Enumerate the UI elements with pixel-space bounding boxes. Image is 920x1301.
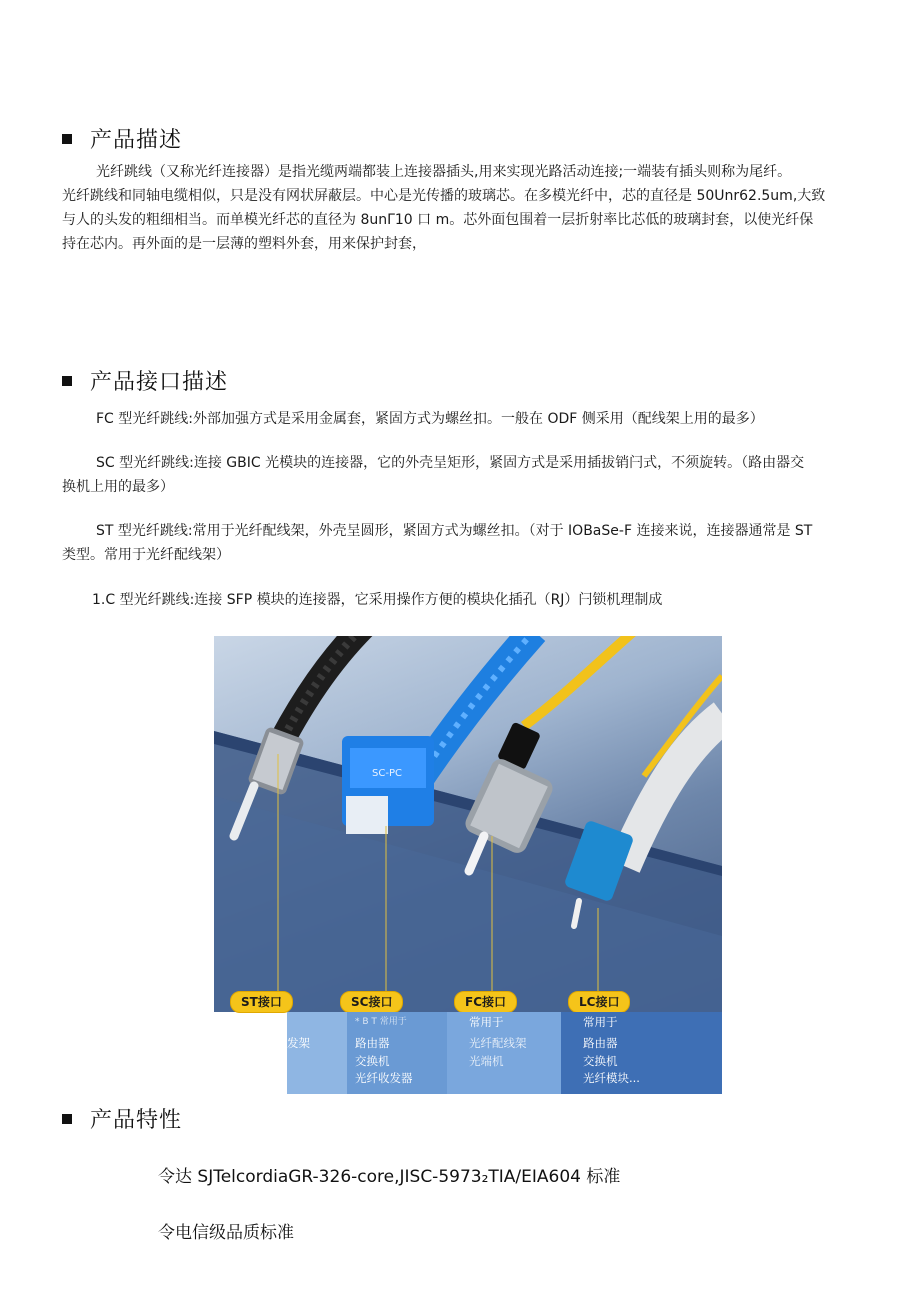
info-col-sc <box>347 1012 447 1094</box>
info-text: 光纤收发器 <box>355 1071 413 1085</box>
lc-tag: LC接口 <box>568 991 630 1013</box>
description-line: 与人的头发的粗细相当。而单模光纤芯的直径为 8unΓ10 口 m。芯外面包围着一层折射率比芯低的玻璃封套，以使光纤保 <box>62 212 814 228</box>
lc-text: 1.C 型光纤跳线:连接 SFP 模块的连接器，它采用操作方便的模块化插孔（RJ）闩锁机理制成 <box>92 592 663 608</box>
st-text: 类型。常用于光纤配线架） <box>62 547 230 563</box>
connector-product-photo <box>214 636 722 1012</box>
description-line: 光纤跳线（又称光纤连接器）是指光缆两端都装上连接器插头,用来实现光路活动连接;一端装有插头则称为尾纤。 <box>96 164 792 180</box>
st-description <box>62 519 880 567</box>
square-bullet-icon <box>62 1114 72 1124</box>
section-heading-features <box>62 1103 182 1134</box>
info-col-st <box>287 1012 347 1094</box>
st-tag: ST接口 <box>230 991 293 1013</box>
info-col-lc <box>561 1012 722 1094</box>
sc-text: SC 型光纤跳线:连接 GBIC 光模块的连接器，它的外壳呈矩形，紧固方式是采用插拔销闩式，不须旋转。（路由器交 <box>96 455 805 471</box>
sc-description <box>62 451 880 499</box>
connector-illustration <box>214 636 722 1012</box>
fc-description <box>62 407 880 431</box>
fc-tag: FC接口 <box>454 991 517 1013</box>
info-text: 路由器 <box>355 1036 390 1050</box>
info-col-fc <box>447 1012 561 1094</box>
section-heading-description <box>62 123 182 154</box>
info-text: 发架 <box>287 1036 310 1050</box>
lc-description <box>62 588 880 612</box>
info-text: 路由器 <box>583 1036 618 1050</box>
info-text: 常用于 <box>469 1015 504 1029</box>
square-bullet-icon <box>62 376 72 386</box>
sc-connector-text: SC-PC <box>372 768 402 779</box>
info-text: 常用于 <box>583 1015 618 1029</box>
feature-item: 令电信级品质标准 <box>158 1223 294 1243</box>
section-heading-interfaces <box>62 365 228 396</box>
sc-text: 换机上用的最多） <box>62 479 174 495</box>
st-text: ST 型光纤跳线:常用于光纤配线架，外壳呈圆形，紧固方式为螺丝扣。（对于 IOBaSe-F 连接来说，连接器通常是 ST <box>96 523 813 539</box>
description-line: 光纤跳线和同轴电缆相似，只是没有网状屏蔽层。中心是光传播的玻璃芯。在多模光纤中，芯的直径是 50Unr62.5um,大致 <box>62 188 826 204</box>
fc-text: FC 型光纤跳线:外部加强方式是采用金属套，紧固方式为螺丝扣。一般在 ODF 侧采用（配线架上用的最多） <box>96 411 764 427</box>
usage-info-band <box>287 1012 722 1094</box>
info-text: 交换机 <box>355 1054 390 1068</box>
connector-tag-row <box>214 991 722 1013</box>
sc-tag: SC接口 <box>340 991 403 1013</box>
info-text: 光纤配线架 <box>469 1036 527 1050</box>
section-title: 产品特性 <box>90 1108 183 1133</box>
section-title: 产品描述 <box>90 128 183 153</box>
description-paragraph <box>62 160 880 256</box>
info-text: 交换机 <box>583 1054 618 1068</box>
square-bullet-icon <box>62 134 72 144</box>
info-text: * B T 常用于 <box>355 1017 407 1027</box>
description-line: 持在芯内。再外面的是一层薄的塑料外套，用来保护封套， <box>62 236 426 252</box>
feature-item: 令达 SJTelcordiaGR-326-core,JISC-5973₂TIA/EIA604 标准 <box>158 1167 621 1187</box>
section-title: 产品接口描述 <box>90 370 229 395</box>
info-text: 光端机 <box>469 1054 504 1068</box>
info-text: 光纤模块... <box>583 1071 640 1085</box>
